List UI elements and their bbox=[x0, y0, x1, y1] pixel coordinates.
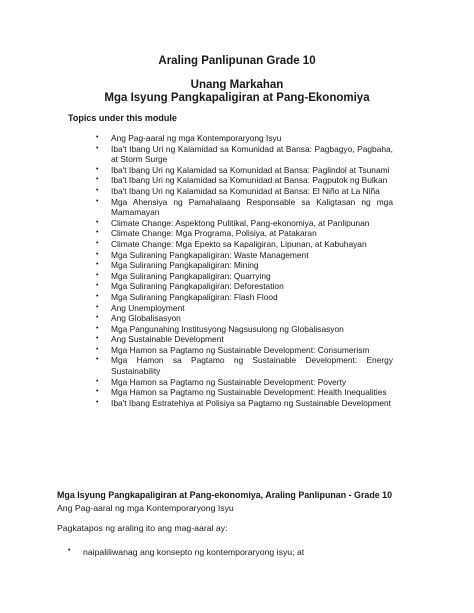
topic-text: Mga Ahensiya ng Pamahalaang Responsable sa Kaligtasan ng mga Mamamayan bbox=[111, 196, 393, 218]
topic-item bbox=[96, 144, 393, 165]
bullet-icon: • bbox=[96, 239, 99, 247]
topic-text: Iba't Ibang Estratehiya at Polisiya sa Pagtamo ng Sustainable Development bbox=[111, 397, 392, 408]
bullet-icon: • bbox=[96, 271, 99, 279]
topic-text: Mga Suliraning Pangkapaligiran: Mining bbox=[111, 260, 259, 271]
bullet-icon: • bbox=[96, 218, 99, 226]
topic-item bbox=[96, 281, 393, 292]
topic-text: Ang Globalisasyon bbox=[111, 313, 181, 324]
topic-item bbox=[96, 334, 393, 345]
bullet-icon: • bbox=[96, 144, 99, 152]
topic-text: Mga Suliraning Pangkapaligiran: Deforestation bbox=[111, 281, 284, 292]
topic-item bbox=[96, 387, 393, 398]
topic-list bbox=[96, 133, 393, 408]
topic-text: Climate Change: Mga Epekto sa Kapaligiran, Lipunan, at Kabuhayan bbox=[111, 238, 367, 249]
topic-item bbox=[96, 271, 393, 282]
topic-item bbox=[96, 398, 393, 409]
topic-item bbox=[96, 377, 393, 388]
topic-text: Iba't Ibang Uri ng Kalamidad sa Komunidad at Bansa: Pagputok ng Bulkan bbox=[111, 175, 388, 186]
module-title: Mga Isyung Pangkapaligiran at Pang-Ekonomiya bbox=[104, 92, 370, 104]
topic-item bbox=[96, 292, 393, 303]
bullet-icon: • bbox=[96, 282, 99, 290]
bullet-icon: • bbox=[96, 229, 99, 237]
section-subtitle: Ang Pag-aaral ng mga Kontemporaryong Isyu bbox=[57, 503, 234, 513]
objectives-list bbox=[68, 547, 304, 557]
bullet-icon: • bbox=[96, 165, 99, 173]
bullet-icon: • bbox=[96, 345, 99, 353]
course-title: Araling Panlipunan Grade 10 bbox=[158, 55, 316, 67]
topic-item bbox=[96, 186, 393, 197]
topic-text: Iba't Ibang Uri ng Kalamidad sa Komunidad at Bansa: El Niño at La Niña bbox=[111, 185, 380, 196]
topics-heading: Topics under this module bbox=[68, 113, 177, 123]
topic-text: Mga Suliraning Pangkapaligiran: Flash Flood bbox=[111, 291, 278, 302]
bullet-icon: • bbox=[96, 377, 99, 385]
topic-text: Mga Suliraning Pangkapaligiran: Quarrying bbox=[111, 270, 271, 281]
topic-text: Climate Change: Aspektong Pulitikal, Pang-ekonomiya, at Panlipunan bbox=[111, 217, 370, 228]
topic-text: Iba't Ibang Uri ng Kalamidad sa Komunidad at Bansa: Paglindol at Tsunami bbox=[111, 164, 390, 175]
bullet-icon: • bbox=[96, 176, 99, 184]
section-title: Mga Isyung Pangkapaligiran at Pang-ekonomiya, Araling Panlipunan - Grade 10 bbox=[57, 490, 393, 500]
bullet-icon: • bbox=[96, 250, 99, 258]
topic-text: Ang Sustainable Development bbox=[111, 334, 224, 345]
objectives-lead: Pagkatapos ng araling ito ang mag-aaral ay: bbox=[57, 523, 228, 533]
bullet-icon: • bbox=[96, 398, 99, 406]
bullet-icon: • bbox=[96, 388, 99, 396]
bullet-icon: • bbox=[96, 261, 99, 269]
bullet-icon: • bbox=[96, 335, 99, 343]
topic-item bbox=[96, 218, 393, 229]
topic-item bbox=[96, 239, 393, 250]
topic-item bbox=[96, 313, 393, 324]
bullet-icon: • bbox=[96, 134, 99, 141]
topic-text: Mga Hamon sa Pagtamo ng Sustainable Development: Energy Sustainability bbox=[111, 355, 393, 377]
topic-text: Mga Hamon sa Pagtamo ng Sustainable Development: Poverty bbox=[111, 376, 347, 387]
topic-text: Mga Hamon sa Pagtamo ng Sustainable Development: Consumerism bbox=[111, 344, 370, 355]
topic-item bbox=[96, 228, 393, 239]
topic-item bbox=[96, 175, 393, 186]
topic-text: Climate Change: Mga Programa, Polisiya, at Patakaran bbox=[111, 228, 317, 239]
topic-item bbox=[96, 250, 393, 261]
objective-item bbox=[68, 547, 304, 557]
topic-item bbox=[96, 355, 393, 376]
topic-text: Mga Suliraning Pangkapaligiran: Waste Management bbox=[111, 249, 309, 260]
topic-item bbox=[96, 197, 393, 218]
bullet-icon: • bbox=[68, 547, 71, 554]
bullet-icon: • bbox=[96, 324, 99, 332]
topic-item bbox=[96, 345, 393, 356]
objective-text: naipaliliwanag ang konsepto ng kontemporaryong isyu; at bbox=[83, 547, 305, 557]
topic-text: Ang Pag-aaral ng mga Kontemporaryong Isyu bbox=[111, 133, 282, 143]
bullet-icon: • bbox=[96, 356, 99, 364]
bullet-icon: • bbox=[96, 197, 99, 205]
topic-item bbox=[96, 260, 393, 271]
bullet-icon: • bbox=[96, 314, 99, 322]
topic-text: Iba't Ibang Uri ng Kalamidad sa Komunidad at Bansa: Pagbagyo, Pagbaha, at Storm Surge bbox=[111, 143, 393, 165]
bullet-icon: • bbox=[96, 186, 99, 194]
topic-item bbox=[96, 133, 393, 144]
topic-item bbox=[96, 303, 393, 314]
topic-text: Mga Hamon sa Pagtamo ng Sustainable Development: Health Inequalities bbox=[111, 387, 387, 398]
topic-text: Mga Pangunahing Institusyong Nagsusulong ng Globalisasyon bbox=[111, 323, 344, 334]
topic-item bbox=[96, 324, 393, 335]
bullet-icon: • bbox=[96, 303, 99, 311]
topic-text: Ang Unemployment bbox=[111, 302, 185, 313]
topic-item bbox=[96, 165, 393, 176]
bullet-icon: • bbox=[96, 292, 99, 300]
quarter-title: Unang Markahan bbox=[190, 79, 284, 91]
